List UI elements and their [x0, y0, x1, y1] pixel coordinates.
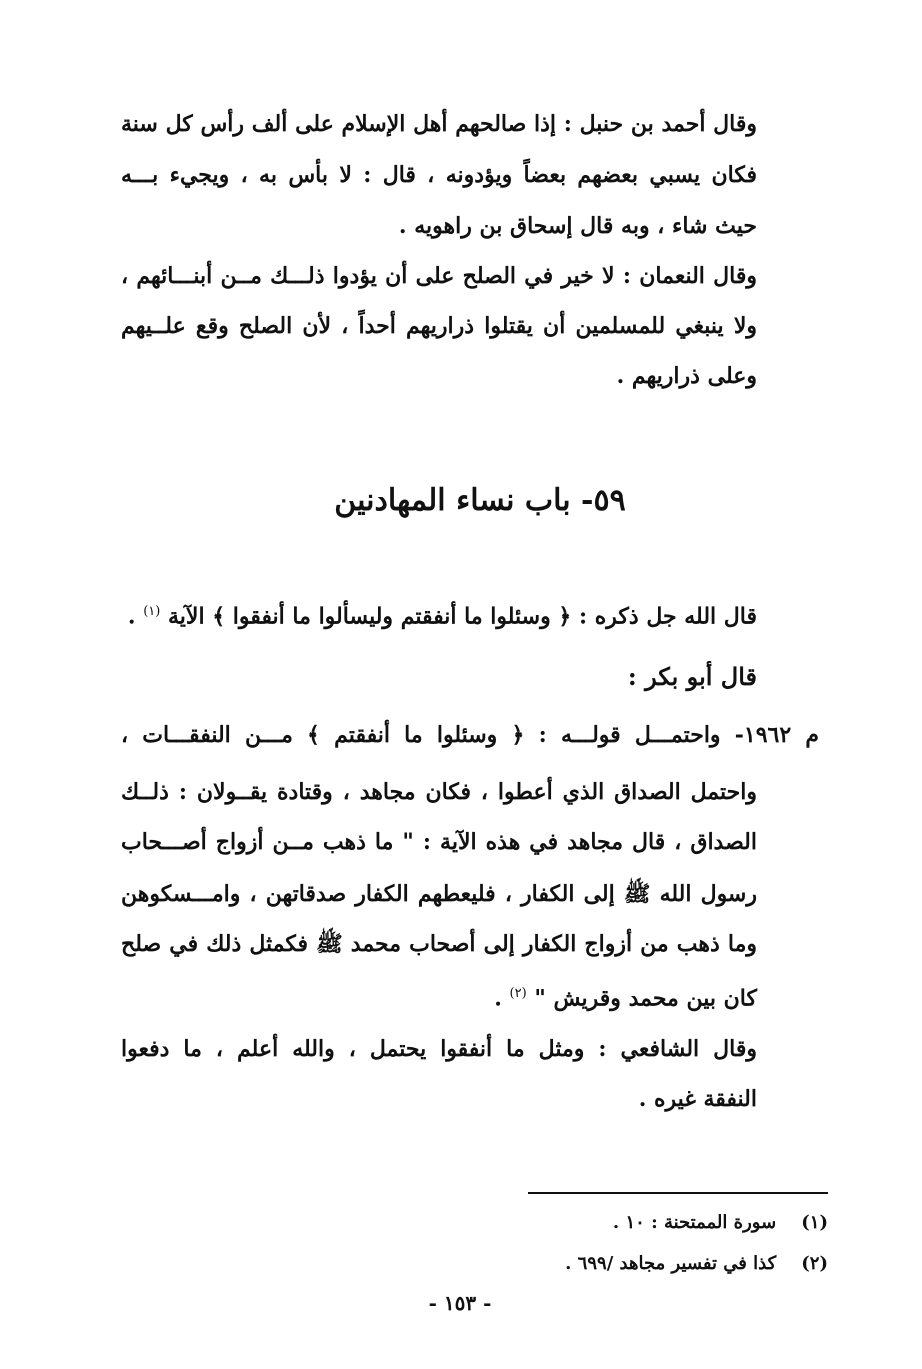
paragraph-1-line-1: وقال أحمد بن حنبل : إذا صالحهم أهل الإسلام على ألف رأس كل سنة: [121, 111, 757, 137]
verse-end: .: [127, 603, 136, 630]
paragraph-2-line-1: وقال النعمان : لا خير في الصلح على أن يؤدوا ذلـــك مــن أبنـــائهم ،: [121, 263, 757, 289]
paragraph-2-line-2: ولا ينبغي للمسلمين أن يقتلوا ذراريهم أحداً ، لأن الصلح وقع علــيهم: [121, 313, 757, 339]
entry-1962-line-6: [494, 974, 757, 1018]
paragraph-4-line-2: النفقة غيره .: [638, 1086, 757, 1112]
footnote-ref-1: (١): [143, 604, 161, 619]
footnote-2-number: (٢): [801, 1253, 828, 1274]
abu-bakr-heading: قال أبو بكر :: [627, 662, 757, 691]
entry-1962-line-4: رسول الله ﷺ إلى الكفار ، فليعطهم الكفار صدقاتهن ، وامـــسكوهن: [121, 881, 757, 907]
page-number: - ١٥٣ -: [428, 1291, 492, 1315]
footnote-1-number: (١): [801, 1212, 828, 1233]
footnote-1-text: سورة الممتحنة : ١٠ .: [612, 1212, 777, 1233]
chapter-heading: ٥٩- باب نساء المهادنين: [334, 483, 626, 518]
footnote-2: [565, 1249, 828, 1279]
entry-1962-line-3: الصداق ، قال مجاهد في هذه الآية : " ما ذهب مــن أزواج أصـــحاب: [121, 829, 757, 855]
footnote-1: [613, 1208, 828, 1238]
verse-text: قال الله جل ذكره : ﴿ وسئلوا ما أنفقتم وليسألوا ما أنفقوا ﴾ الآية: [168, 603, 757, 630]
paragraph-4-line-1: وقال الشافعي : ومثل ما أنفقوا يحتمل ، والله أعلم ، ما دفعوا: [121, 1036, 757, 1062]
paragraph-1-line-3: حيث شاء ، وبه قال إسحاق بن راهويه .: [398, 213, 757, 239]
entry-1962-last-text: كان بين محمد وقريش ": [534, 985, 757, 1012]
footnote-ref-2: (٢): [509, 986, 527, 1001]
footnote-separator: [528, 1192, 828, 1194]
paragraph-2-line-3: وعلى ذراريهم .: [616, 363, 757, 389]
verse-line: [128, 592, 757, 636]
entry-1962-line-1: م ١٩٦٢- واحتمـــل قولـــه : ﴿ وسئلوا ما أنفقتم ﴾ مـــن النفقـــات ،: [121, 722, 819, 748]
paragraph-1-line-2: فكان يسبي بعضهم بعضاً ويؤدونه ، قال : لا بأس به ، ويجيء بـــه: [121, 162, 757, 188]
footnote-2-text: كذا في تفسير مجاهد /٦٩٩ .: [565, 1253, 777, 1274]
entry-1962-last-end: .: [494, 985, 502, 1012]
entry-1962-line-2: واحتمل الصداق الذي أعطوا ، فكان مجاهد ، وقتادة يقــولان : ذلــك: [121, 779, 757, 805]
entry-1962-line-5: وما ذهب من أزواج الكفار إلى أصحاب محمد ﷺ فكمثل ذلك في صلح: [121, 931, 757, 957]
